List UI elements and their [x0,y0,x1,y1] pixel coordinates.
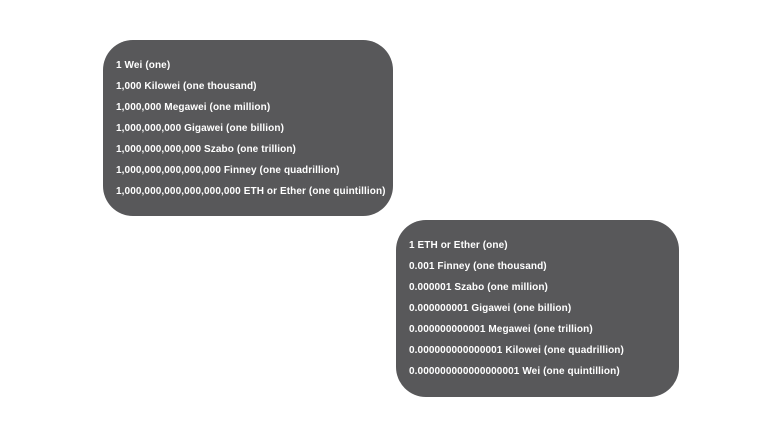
unit-line-eth: 1 ETH or Ether (one) [409,240,508,251]
unit-line-wei: 1 Wei (one) [116,59,171,71]
unit-line-megawei: 1,000,000 Megawei (one million) [116,101,271,113]
unit-line-szabo: 1,000,000,000,000 Szabo (one trillion) [116,143,296,155]
unit-line-finney: 0.001 Finney (one thousand) [409,261,547,272]
unit-line-kilowei: 0.000000000000001 Kilowei (one quadrillion) [409,345,624,356]
unit-line-gigawei: 0.000000001 Gigawei (one billion) [409,303,572,314]
unit-line-gigawei: 1,000,000,000 Gigawei (one billion) [116,122,285,134]
eth-denominations-card [396,220,679,397]
unit-line-szabo: 0.000001 Szabo (one million) [409,282,548,293]
unit-line-kilowei: 1,000 Kilowei (one thousand) [116,80,257,92]
unit-line-eth: 1,000,000,000,000,000,000 ETH or Ether (one quintillion) [116,185,386,197]
wei-denominations-card [103,40,393,216]
unit-line-megawei: 0.000000000001 Megawei (one trillion) [409,324,593,335]
unit-line-finney: 1,000,000,000,000,000 Finney (one quadrillion) [116,164,340,176]
unit-line-wei: 0.000000000000000001 Wei (one quintillion) [409,366,620,377]
